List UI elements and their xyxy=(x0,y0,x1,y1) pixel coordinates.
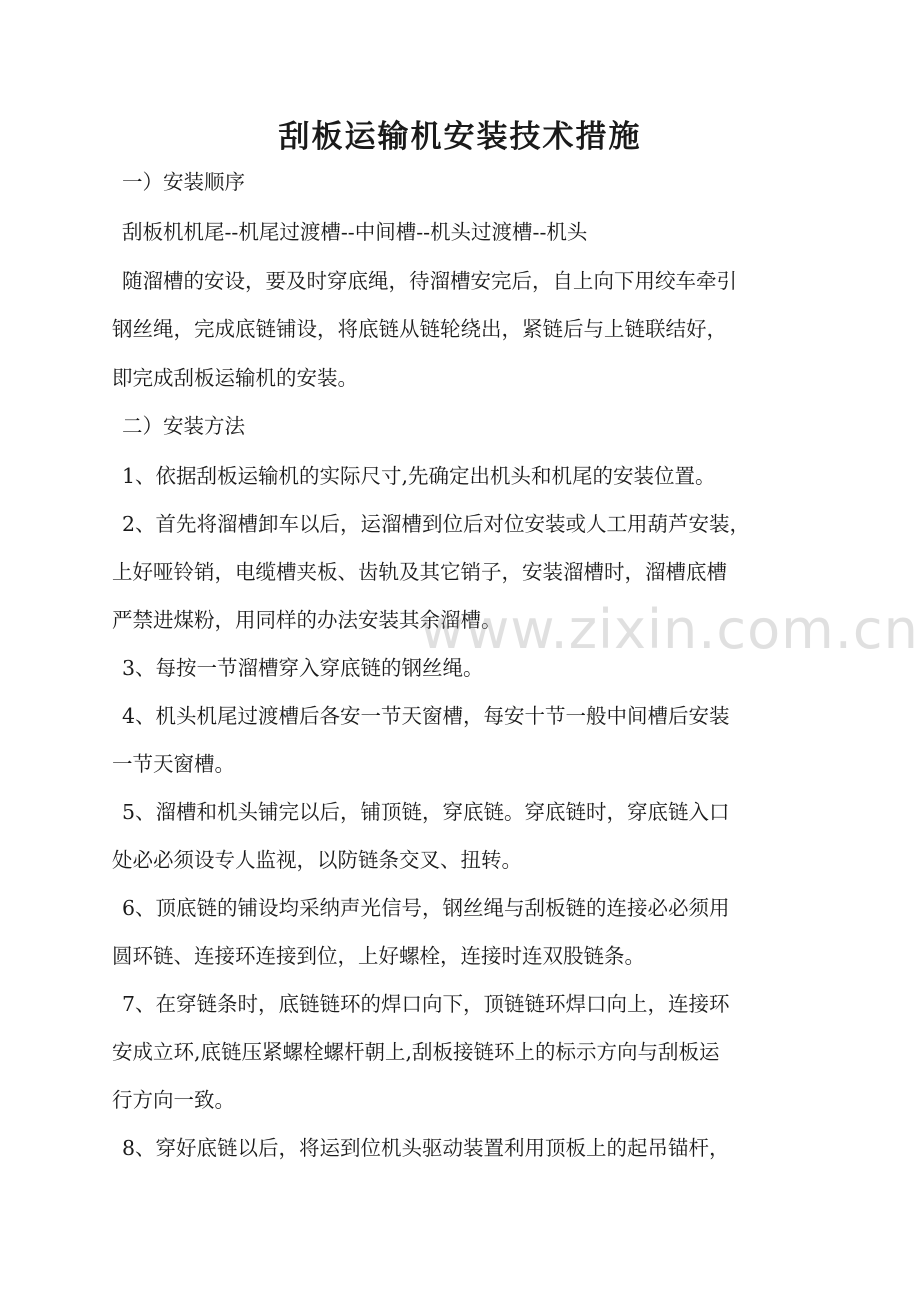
paragraph-line: 行方向一致。 xyxy=(112,1088,235,1112)
paragraph-line: 上好哑铃销，电缆槽夹板、齿轨及其它销子，安装溜槽时，溜槽底槽 xyxy=(112,560,727,584)
section-heading-1: 一）安装顺序 xyxy=(122,170,245,194)
paragraph-line: 处必必须设专人监视，以防链条交叉、扭转。 xyxy=(112,848,522,872)
paragraph-line: 4、机头机尾过渡槽后各安一节天窗槽，每安十节一般中间槽后安装 xyxy=(122,704,730,728)
paragraph-line: 即完成刮板运输机的安装。 xyxy=(112,366,358,390)
paragraph-line: 随溜槽的安设，要及时穿底绳，待溜槽安完后，自上向下用绞车牵引 xyxy=(122,269,737,293)
watermark-text: www.zixin.com.cn xyxy=(420,598,919,661)
paragraph-line: 严禁进煤粉，用同样的办法安装其余溜槽。 xyxy=(112,608,502,632)
paragraph-line: 6、顶底链的铺设均采纳声光信号，钢丝绳与刮板链的连接必必须用 xyxy=(122,896,730,920)
paragraph-line: 5、溜槽和机头铺完以后，铺顶链，穿底链。穿底链时，穿底链入口 xyxy=(122,800,730,824)
paragraph-line: 圆环链、连接环连接到位，上好螺栓，连接时连双股链条。 xyxy=(112,944,645,968)
paragraph-line: 一节天窗槽。 xyxy=(112,752,235,776)
paragraph-line: 钢丝绳，完成底链铺设，将底链从链轮绕出，紧链后与上链联结好， xyxy=(112,317,727,341)
paragraph-line: 8、穿好底链以后，将运到位机头驱动装置利用顶板上的起吊锚杆， xyxy=(122,1136,730,1160)
paragraph-line: 刮板机机尾--机尾过渡槽--中间槽--机头过渡槽--机头 xyxy=(122,220,588,244)
paragraph-line: 7、在穿链条时，底链链环的焊口向下，顶链链环焊口向上，连接环 xyxy=(122,992,730,1016)
paragraph-line: 1、依据刮板运输机的实际尺寸,先确定出机头和机尾的安装位置。 xyxy=(122,464,716,488)
section-heading-2: 二）安装方法 xyxy=(122,414,245,438)
document-title: 刮板运输机安装技术措施 xyxy=(278,119,642,155)
paragraph-line: 3、每按一节溜槽穿入穿底链的钢丝绳。 xyxy=(122,656,484,680)
paragraph-line: 2、首先将溜槽卸车以后，运溜槽到位后对位安装或人工用葫芦安装， xyxy=(122,512,751,536)
paragraph-line: 安成立环,底链压紧螺栓螺杆朝上,刮板接链环上的标示方向与刮板运 xyxy=(112,1040,720,1064)
